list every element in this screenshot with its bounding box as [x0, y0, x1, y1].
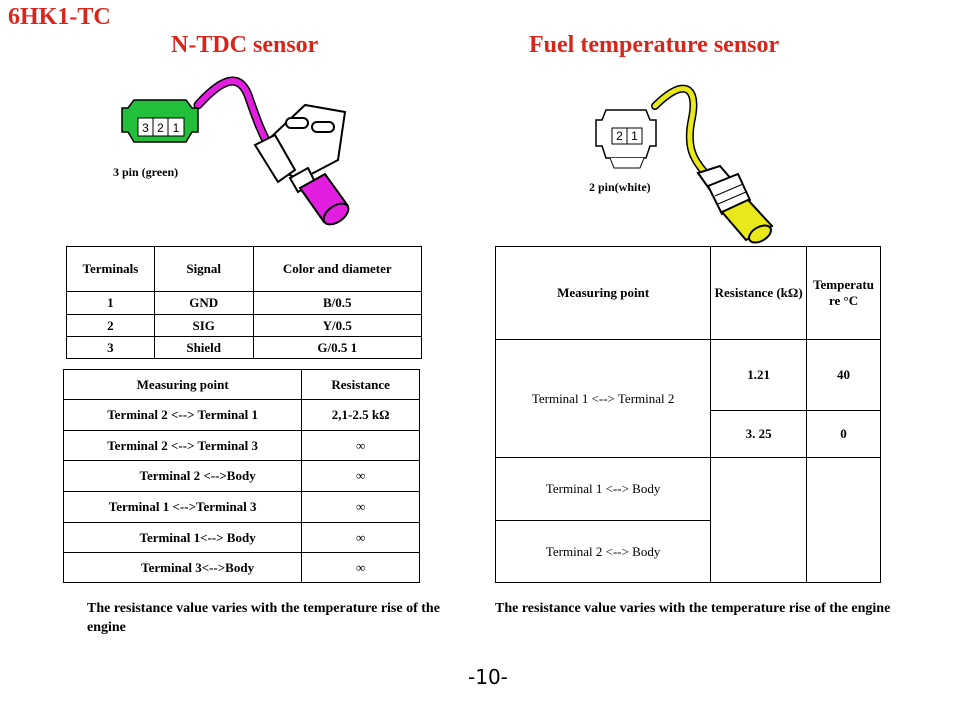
page-number: -10- [468, 665, 508, 689]
connector-pin: 2 [616, 129, 623, 143]
sensor-body [255, 105, 352, 229]
table-cell: G/0.5 1 [253, 337, 421, 359]
table-cell: 0 [807, 411, 881, 458]
connector-pin: 3 [142, 121, 149, 135]
model-code: 6HK1-TC [8, 4, 111, 30]
table-cell: Terminal 1<--> Body [64, 523, 302, 553]
table-row [64, 461, 420, 492]
table-header-row [496, 247, 881, 340]
table-cell: 3 [67, 337, 155, 359]
header-cell: Color and diameter [253, 247, 421, 292]
table-row [64, 553, 420, 583]
table-cell: Terminal 1 <--> Terminal 2 [496, 340, 711, 458]
table-row [64, 431, 420, 461]
header-cell: Resistance [302, 370, 420, 400]
table-header-row [67, 247, 422, 292]
table-cell: Terminal 3<-->Body [64, 553, 302, 583]
table-cell: Terminal 2 <--> Terminal 3 [64, 431, 302, 461]
ntdc-note: The resistance value varies with the temperature rise of the engine [87, 601, 440, 635]
table-cell: 2,1-2.5 kΩ [302, 400, 420, 431]
table-cell: ∞ [302, 461, 420, 492]
table-cell [807, 458, 881, 583]
table-row [496, 340, 881, 411]
header-cell: Measuring point [496, 247, 711, 340]
table-cell: 1.21 [711, 340, 807, 411]
table-header-row [64, 370, 420, 400]
sensor-body [698, 166, 774, 246]
fuel-measure-table [495, 246, 881, 583]
ntdc-measure-table [63, 369, 420, 583]
table-cell: Terminal 2 <--> Terminal 1 [64, 400, 302, 431]
white-connector [596, 110, 656, 168]
ntdc-sensor-illustration [100, 70, 380, 240]
header-cell: Resistance (kΩ) [711, 247, 807, 340]
table-cell: ∞ [302, 553, 420, 583]
ntdc-pin-label: 3 pin (green) [113, 165, 179, 179]
table-cell: 2 [67, 315, 155, 337]
table-cell: Shield [154, 337, 253, 359]
fuel-note: The resistance value varies with the temperature rise of the engine [495, 601, 891, 616]
table-row [64, 492, 420, 523]
table-cell: ∞ [302, 431, 420, 461]
table-row [64, 523, 420, 553]
table-cell [711, 458, 807, 583]
table-row [67, 315, 422, 337]
table-cell: Terminal 1 <--> Body [496, 458, 711, 521]
terminals-table [66, 246, 422, 359]
header-cell: Temperatu re °C [807, 247, 881, 340]
connector-pin: 2 [157, 121, 164, 135]
fuel-pin-label: 2 pin(white) [589, 180, 651, 194]
header-cell: Measuring point [64, 370, 302, 400]
table-row [67, 337, 422, 359]
table-cell: Terminal 2 <-->Body [64, 461, 302, 492]
fuel-temp-sensor-illustration [580, 78, 820, 248]
table-cell: ∞ [302, 523, 420, 553]
table-cell: Terminal 1 <-->Terminal 3 [64, 492, 302, 523]
table-cell: 3. 25 [711, 411, 807, 458]
green-connector [122, 100, 198, 142]
table-cell: GND [154, 292, 253, 315]
connector-pin: 1 [631, 129, 638, 143]
table-row [67, 292, 422, 315]
table-row [64, 400, 420, 431]
table-cell: Y/0.5 [253, 315, 421, 337]
table-cell: 1 [67, 292, 155, 315]
header-cell: Signal [154, 247, 253, 292]
table-cell: B/0.5 [253, 292, 421, 315]
table-row [496, 458, 881, 521]
fuel-temp-sensor-title: Fuel temperature sensor [529, 32, 780, 58]
table-cell: 40 [807, 340, 881, 411]
ntdc-sensor-title: N-TDC sensor [171, 32, 319, 58]
table-cell: ∞ [302, 492, 420, 523]
table-cell: SIG [154, 315, 253, 337]
table-cell: Terminal 2 <--> Body [496, 521, 711, 583]
header-cell: Terminals [67, 247, 155, 292]
connector-pin: 1 [172, 121, 180, 135]
